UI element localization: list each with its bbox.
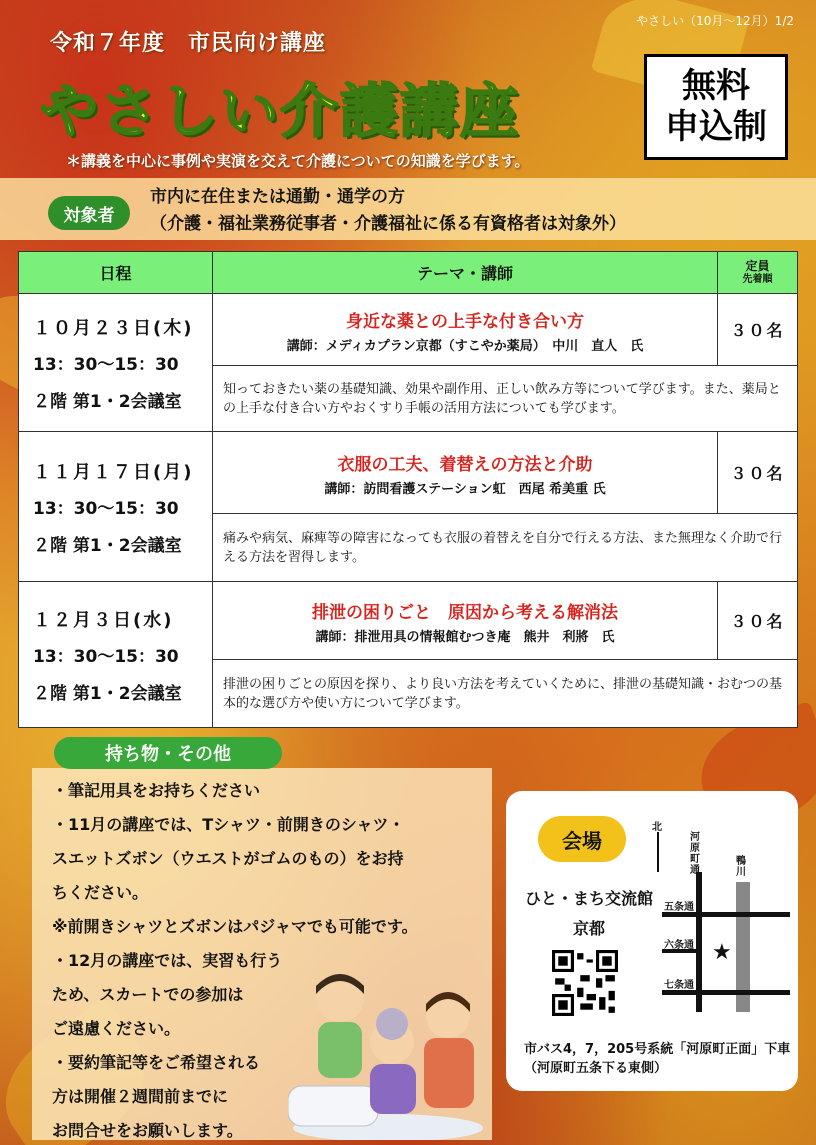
session-description: 知っておきたい薬の基礎知識、効果や副作用、正しい飲み方等について学びます。また、薬局との上手な付き合い方やおくすり手帳の活用方法についても学びます。: [213, 366, 798, 432]
session-lecturer: 講師：排泄用具の情報館むつき庵 熊井 利將 氏: [315, 630, 615, 645]
map-rokujo-label: 六条通: [664, 940, 694, 951]
qr-code: [552, 950, 618, 1016]
venue-map: [640, 812, 790, 1012]
list-item: ・11月の講座では、Tシャツ・前開きのシャツ・: [52, 815, 405, 834]
target-line-2: （介護・福祉業務従事者・介護福祉に係る有資格者は対象外）: [150, 214, 626, 234]
session-title: 衣服の工夫、着替えの方法と介助: [337, 455, 593, 475]
session-room: ２階 第1・2会議室: [33, 535, 182, 556]
venue-badge: 会場: [538, 816, 626, 862]
venue-name-line-1: ひと・まち交流館: [524, 889, 653, 908]
session-capacity: ３０名: [718, 432, 798, 514]
list-item: ・要約筆記等をご希望される: [52, 1053, 261, 1072]
belongings-badge: 持ち物・その他: [54, 737, 282, 769]
schedule-table: [18, 251, 798, 728]
map-kawaramachi-label: 河原町通: [690, 832, 700, 876]
list-item: お問合せをお願いします。: [52, 1121, 243, 1140]
target-line-1: 市内に在住または通勤・通学の方: [150, 187, 405, 207]
bus-access-info: [524, 1040, 790, 1078]
bus-line-2: （河原町五条下る東側）: [524, 1061, 668, 1076]
target-description: [150, 184, 626, 238]
session-time: 13：30～15：30: [33, 354, 179, 375]
map-river-label: 鴨川: [736, 856, 746, 878]
theme-cell: [213, 294, 718, 366]
session-lecturer: 講師：訪問看護ステーション虹 西尾 希美重 氏: [324, 482, 606, 497]
year-label: 令和７年度 市民向け講座: [50, 31, 327, 56]
session-time: 13：30～15：30: [33, 646, 179, 667]
table-row: [19, 432, 798, 514]
list-item: ご遠慮ください。: [52, 1019, 181, 1038]
date-cell: [19, 582, 213, 728]
registration-label: 申込制: [665, 107, 767, 147]
session-capacity: ３０名: [718, 582, 798, 660]
theme-cell: [213, 582, 718, 660]
session-title: 排泄の困りごと 原因から考える解消法: [312, 603, 618, 623]
svg-text:★: ★: [712, 940, 732, 965]
column-header-date: 日程: [19, 252, 213, 294]
map-shichijo-label: 七条通: [664, 980, 694, 991]
session-time: 13：30～15：30: [33, 498, 179, 519]
list-item: ※前開きシャツとズボンはパジャマでも可能です。: [52, 917, 418, 936]
theme-cell: [213, 432, 718, 514]
session-date: １０月２３日(木): [33, 317, 194, 339]
session-capacity: ３０名: [718, 294, 798, 366]
bus-line-1: 市バス4，7，205号系統「河原町正面」下車: [524, 1042, 791, 1057]
free-label: 無料: [682, 66, 750, 107]
list-item: ・筆記用具をお持ちください: [52, 781, 261, 800]
date-cell: [19, 294, 213, 432]
date-cell: [19, 432, 213, 582]
session-description: 排泄の困りごとの原因を探り、より良い方法を考えていくために、排泄の基礎知識・おむつの基本的な選び方や使い方について学びます。: [213, 660, 798, 728]
map-gojo-label: 五条通: [664, 902, 694, 913]
session-lecturer: 講師：メディカプラン京都（すこやか薬局） 中川 直人 氏: [286, 339, 644, 354]
map-north-label: 北: [652, 822, 662, 833]
session-description: 痛みや病気、麻痺等の障害になっても衣服の着替えを自分で行える方法、また無理なく介助で行える方法を習得します。: [213, 514, 798, 582]
session-room: ２階 第1・2会議室: [33, 683, 182, 704]
free-registration-badge: [644, 54, 788, 160]
venue-name-line-2: 京都: [572, 919, 605, 938]
session-title: 身近な薬との上手な付き合い方: [346, 312, 584, 332]
session-date: １２月３日(水): [33, 609, 174, 631]
session-date: １１月１７日(月): [33, 461, 194, 483]
capacity-header-label: 定員: [745, 259, 770, 274]
list-item: ・12月の講座では、実習も行う: [52, 951, 283, 970]
page-title: やさしい介護講座: [40, 77, 521, 145]
list-item: 方は開催２週間前までに: [52, 1087, 229, 1106]
page-label: やさしい（10月～12月）1/2: [636, 14, 794, 28]
list-item: スエットズボン（ウエストがゴムのもの）をお持: [52, 849, 404, 868]
course-note: ＊講義を中心に事例や実演を交えて介護についての知識を学びます。: [66, 152, 530, 170]
session-room: ２階 第1・2会議室: [33, 391, 182, 412]
caregiver-illustration: [288, 968, 488, 1140]
column-header-theme: テーマ・講師: [213, 252, 718, 294]
list-item: ため、スカートでの参加は: [52, 985, 244, 1004]
table-row: [19, 582, 798, 660]
table-row: [19, 294, 798, 366]
list-item: ちください。: [52, 883, 149, 902]
capacity-header-sub: 先着順: [742, 273, 773, 285]
target-badge: 対象者: [48, 196, 130, 230]
column-header-capacity: [718, 252, 798, 294]
